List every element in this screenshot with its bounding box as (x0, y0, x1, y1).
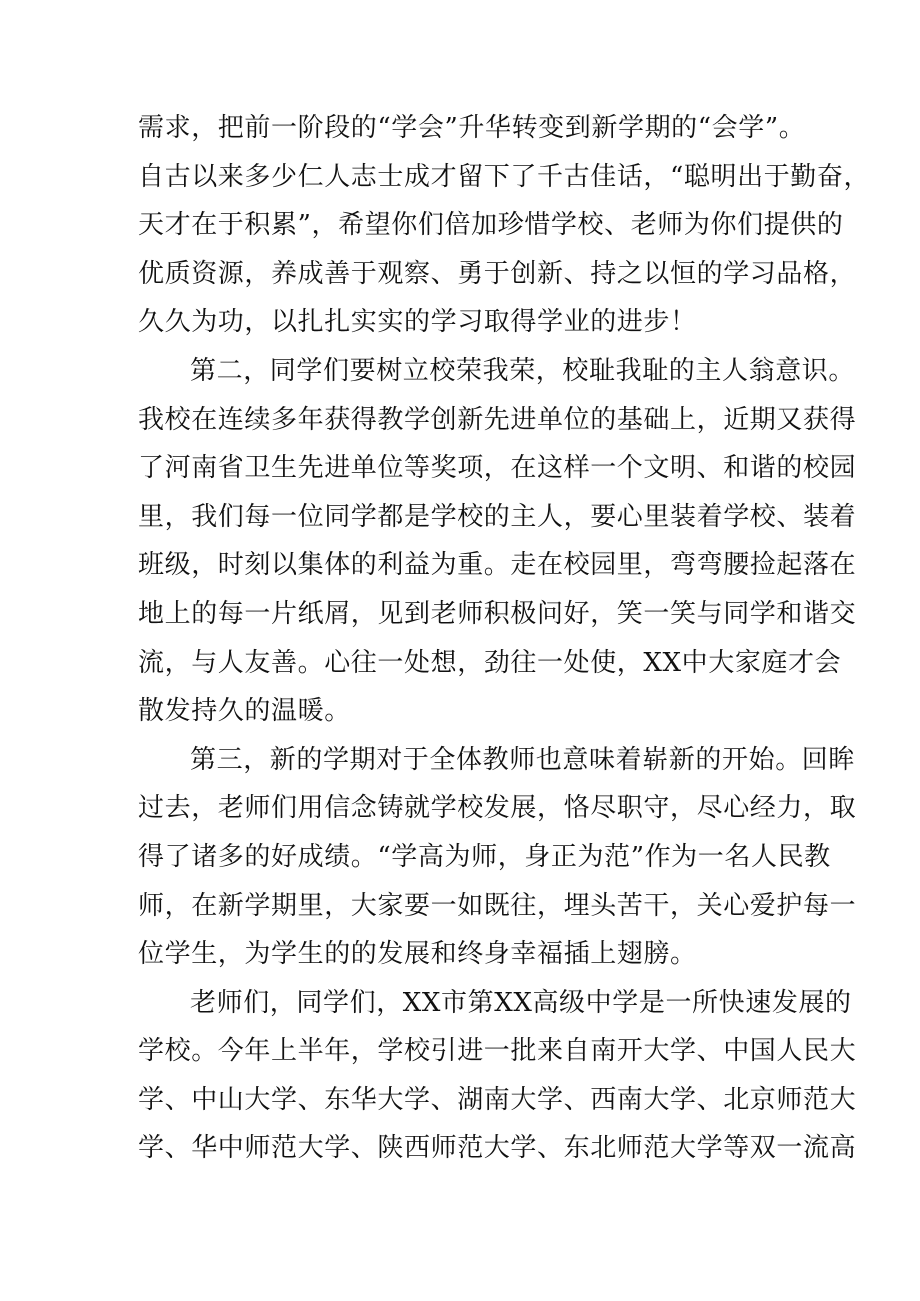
text-line: 师，在新学期里，大家要一如既往，埋头苦干，关心爱护每一 (138, 890, 857, 921)
text-line: 学校。今年上半年，学校引进一批来自南开大学、中国人民大 (138, 1036, 857, 1067)
text-line: 老师们，同学们，XX市第XX高级中学是一所快速发展的 (190, 987, 852, 1018)
text-line: 需求，把前一阶段的“学会”升华转变到新学期的“会学”。 (138, 113, 806, 143)
body-text (138, 104, 871, 1173)
text-line: 过去，老师们用信念铸就学校发展，恪尽职守，尽心经力，取 (138, 793, 857, 824)
text-line: 了河南省卫生先进单位等奖项，在这样一个文明、和谐的校园 (138, 453, 857, 484)
text-line: 优质资源，养成善于观察、勇于创新、持之以恒的学习品格， (138, 258, 857, 289)
text-line: 散发持久的温暖。 (138, 696, 351, 727)
text-line: 我校在连续多年获得教学创新先进单位的基础上，近期又获得 (138, 404, 857, 435)
text-line: 天才在于积累”，希望你们倍加珍惜学校、老师为你们提供的 (138, 210, 844, 241)
text-line: 学、中山大学、东华大学、湖南大学、西南大学、北京师范大 (138, 1084, 857, 1115)
text-line: 位学生，为学生的的发展和终身幸福插上翅膀。 (138, 939, 697, 970)
text-line: 地上的每一片纸屑，见到老师积极问好，笑一笑与同学和谐交 (138, 598, 857, 629)
text-line: 学、华中师范大学、陕西师范大学、东北师范大学等双一流高 (138, 1133, 857, 1164)
text-line: 得了诸多的好成绩。“学高为师，身正为范”作为一名人民教 (138, 841, 831, 872)
text-line: 第三，新的学期对于全体教师也意味着崭新的开始。回眸 (190, 744, 856, 775)
text-line: 流，与人友善。心往一处想，劲往一处使，XX中大家庭才会 (138, 647, 842, 678)
text-line: 自古以来多少仁人志士成才留下了千古佳话，“聪明出于勤奋， (138, 161, 871, 192)
text-line: 班级，时刻以集体的利益为重。走在校园里，弯弯腰捡起落在 (138, 550, 857, 581)
text-line: 里，我们每一位同学都是学校的主人，要心里装着学校、装着 (138, 501, 857, 532)
text-line: 第二，同学们要树立校荣我荣，校耻我耻的主人翁意识。 (190, 355, 856, 386)
text-line: 久久为功，以扎扎实实的学习取得学业的进步！ (138, 307, 697, 338)
